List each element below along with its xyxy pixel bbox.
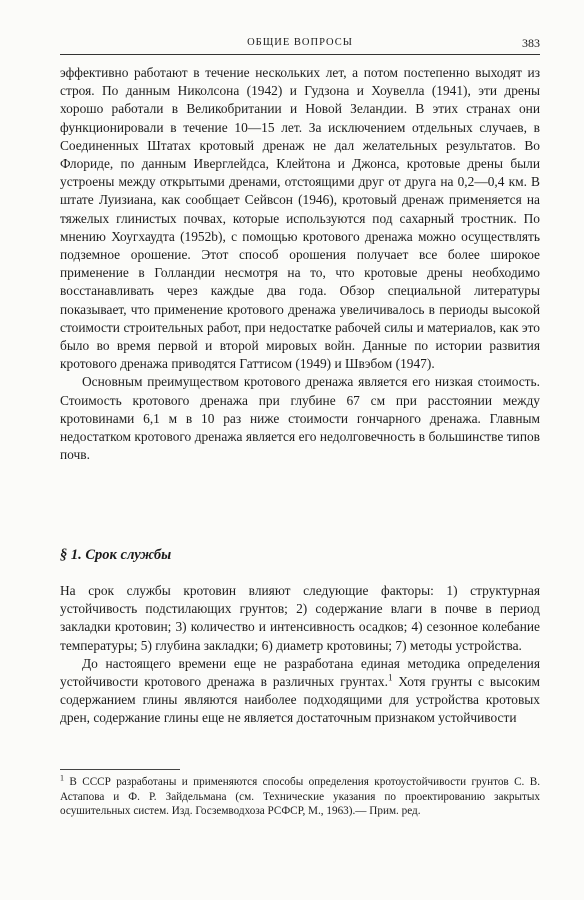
footnote-reference: 1 — [387, 672, 393, 683]
section-paragraph — [60, 655, 540, 728]
body-paragraph: Основным преимуществом кротового дренажа является его низкая стоимость. Стоимость кротового дренажа при глубине 67 см при расстоянии между кротовинами 6,1 м в 10 раз ниже стоимости гончарного дренажа. Главным недостатком кротового дренажа является его недолговечность в большинстве типов почв. — [60, 374, 540, 463]
footnote-divider — [60, 769, 180, 770]
running-head — [60, 36, 540, 55]
section-paragraph-text: До настоящего времени еще не разработана единая методика определения устойчивости кротового дренажа в различных грунтах. — [60, 655, 540, 690]
footnote-text: В СССР разработаны и применяются способы определения кротоустойчивости грунтов С. В. Астапова и Ф. Р. Зайдельмана (см. Технические указания по проектированию закрытых осушительных систем. Изд. Госземводхоза РСФСР, М., 1963).— Прим. ред. — [60, 776, 540, 817]
body-text — [60, 64, 540, 464]
section-paragraph-text: Хотя грунты с высоким содержанием глины являются наиболее подходящими для устройства кротовых дрен, содержание глины еще не является достаточным признаком устойчивости — [60, 674, 540, 726]
page-number: 383 — [522, 36, 540, 50]
section-heading: § 1. Срок службы — [60, 547, 172, 563]
footnote — [60, 775, 540, 819]
running-title: ОБЩИЕ ВОПРОСЫ — [247, 37, 353, 48]
body-paragraph: эффективно работают в течение нескольких лет, а потом постепенно выходят из строя. По данным Николсона (1942) и Гудзона и Хоувелла (1941), эти дрены хорошо работали в Великобритании и Новой Зеландии. В этих странах они функционировали в течение 10—15 лет. За исключением отдельных случаев, в Соединенных Штатах кротовый дренаж не дал желательных результатов. Во Флориде, по данным Иверглейдса, Клейтона и Джонса, кротовые дрены были устроены между открытыми дренами, отстоящими друг от друга на 0,2—0,4 км. В штате Луизиана, как сообщает Сейвсон (1946), кротовый дренаж применяется на тяжелых глинистых почвах, которые используются под сахарный тростник. По мнению Хоугхаудта (1952b), с помощью кротового дренажа можно осуществлять подземное орошение. Этот способ орошения получает все более широкое применение в Голландии несмотря на то, что кротовые дрены необходимо восстанавливать через каждые два года. Обзор специальной литературы показывает, что применение кротового дренажа увеличивалось в периоды высокой стоимости строительных работ, при недостатке рабочей силы и материалов, как это было во время первой и второй мировых войн. Данные по истории развития кротового дренажа приводятся Гаттисом (1949) и Швэбом (1947). — [60, 65, 540, 372]
footnote-mark: 1 — [60, 773, 64, 783]
section-text — [60, 582, 540, 728]
section-paragraph: На срок службы кротовин влияют следующие факторы: 1) структурная устойчивость подстилающих грунтов; 2) содержание влаги в почве в период закладки кротовин; 3) количество и интенсивность осадков; 4) сезонное колебание температуры; 5) глубина закладки; 6) диаметр кротовины; 7) методы устройства. — [60, 583, 540, 653]
